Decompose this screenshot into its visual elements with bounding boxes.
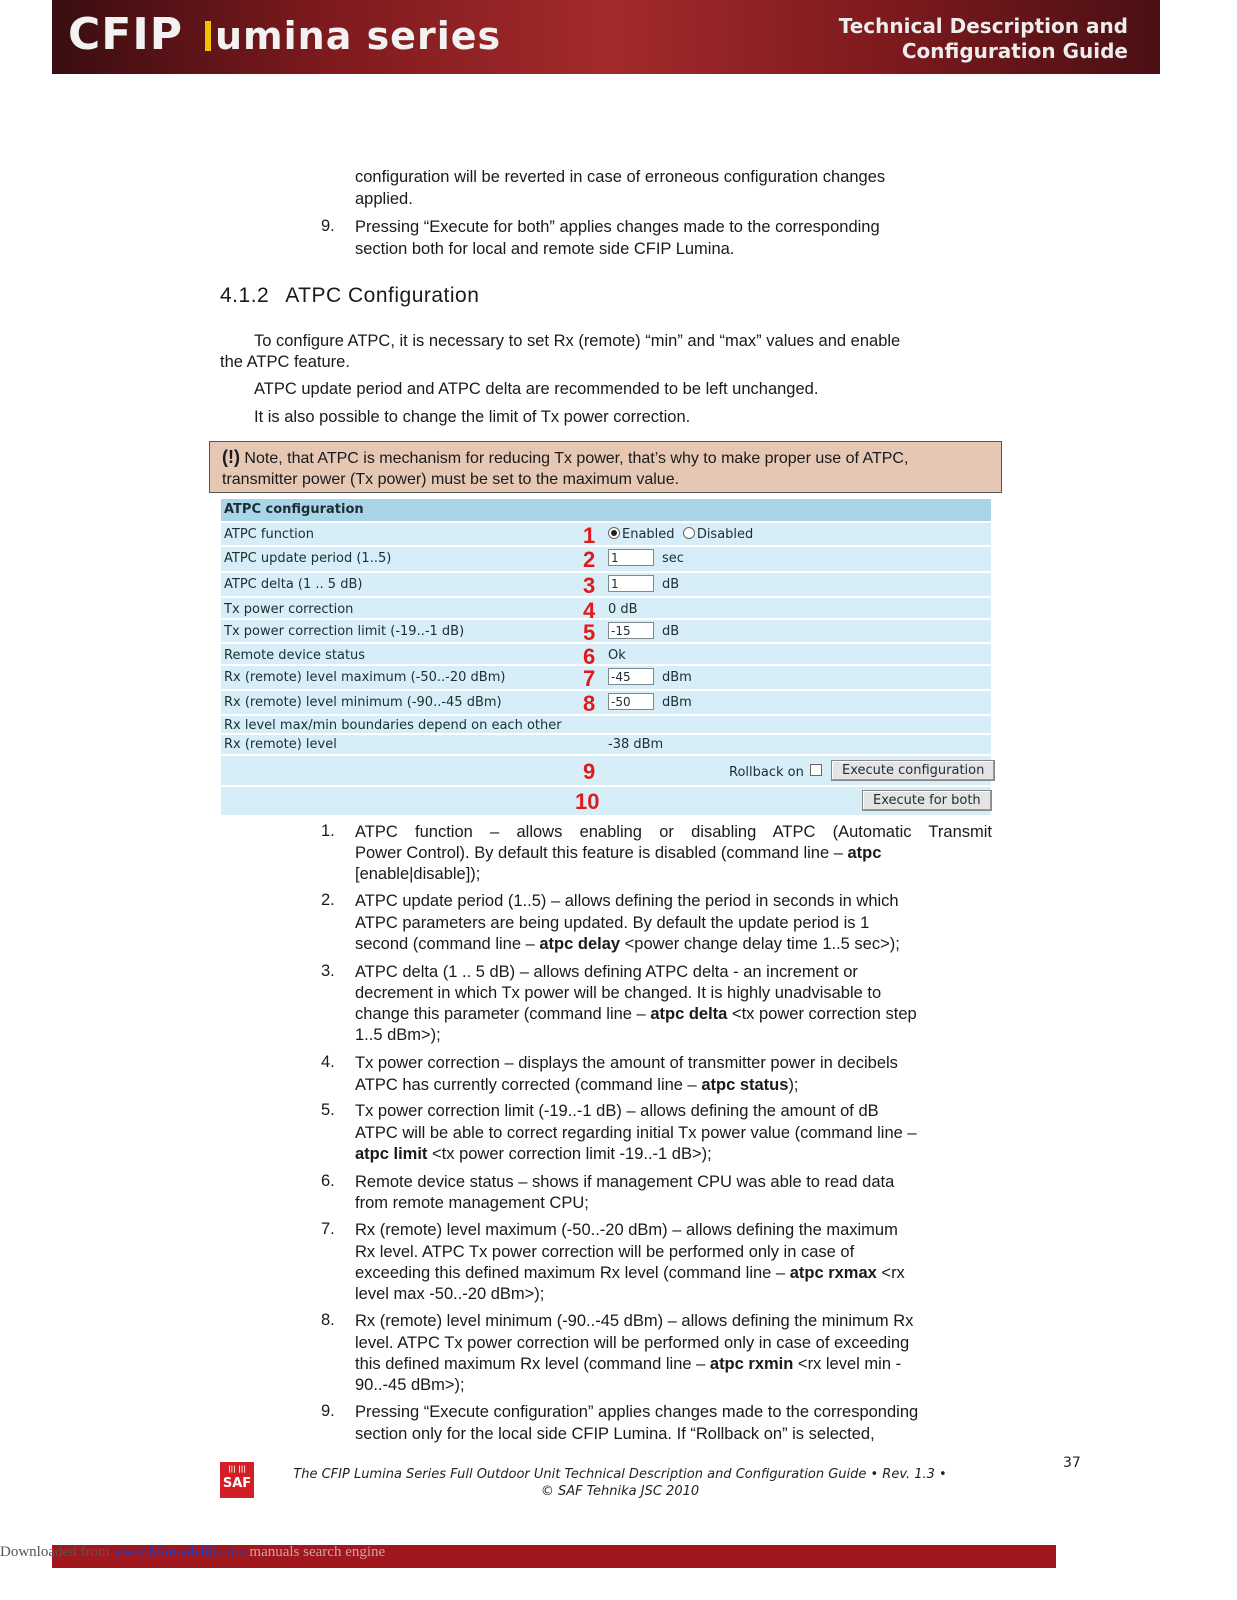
execute-configuration-button[interactable]: Execute configuration [831,760,995,781]
label-rx-remote-level: Rx (remote) level [224,737,337,752]
list-item-3-cmd: atpc delta [650,1005,728,1023]
rx-level-max-input[interactable]: -45 [608,668,654,685]
header-banner [52,0,1160,74]
para1-line1: To configure ATPC, it is necessary to set Rx (remote) “min” and “max” values and enable [254,332,901,350]
rx-remote-level-value: -38 dBm [608,737,664,752]
list-item-1-line2 [355,843,992,865]
marker-7: 7 [583,666,596,691]
list-item-8-line1: Rx (remote) level minimum (-90..-45 dBm) – allows defining the minimum Rx [355,1312,914,1330]
label-tx-correction-limit: Tx power correction limit (-19..-1 dB) [224,624,465,639]
list-item-5-text3: <tx power correction limit -19..-1 dB>); [427,1145,712,1163]
label-update-period: ATPC update period (1..5) [224,551,392,566]
list-item-2-line1: ATPC update period (1..5) – allows defining the period in seconds in which [355,892,899,910]
list-item-5-line3 [355,1144,712,1166]
list-item-4-cmd: atpc status [701,1076,789,1094]
row-rx-level-max [221,664,991,689]
intro-line1: configuration will be reverted in case of erroneous configuration changes [355,168,886,186]
intro-item9-line1: Pressing “Execute for both” applies changes made to the corresponding [355,218,880,236]
list-item-7-line1: Rx (remote) level maximum (-50..-20 dBm) – allows defining the maximum [355,1221,898,1239]
list-item-1-line1: ATPC function – allows enabling or disabling ATPC (Automatic Transmit [355,823,992,841]
footer-text [260,1466,980,1500]
list-item-8-text3: this defined maximum Rx level (command line – [355,1355,710,1373]
list-item-4-text2b: ); [788,1076,799,1094]
intro-item9-line2: section both for local and remote side CFIP Lumina. [355,240,735,258]
list-item-7-line2: Rx level. ATPC Tx power correction will be performed only in case of [355,1243,855,1261]
tx-correction-limit-input[interactable]: -15 [608,622,654,639]
list-item-2-cmd: atpc delay [539,935,621,953]
list-item-3-text3: change this parameter (command line – [355,1005,651,1023]
marker-9: 9 [583,759,596,784]
list-item-3-text3b: <tx power correction step [727,1005,917,1023]
rollback-checkbox[interactable] [810,764,822,776]
update-period-input[interactable]: 1 [608,549,654,566]
list-item-2-text3b: <power change delay time 1..5 sec>); [620,935,900,953]
list-item-4-line1: Tx power correction – displays the amount of transmitter power in decibels [355,1054,898,1072]
row-execute-configuration [221,754,991,785]
marker-5: 5 [583,620,596,645]
rx-level-min-input[interactable]: -50 [608,693,654,710]
section-number: 4.1.2 [220,284,270,307]
marker-2: 2 [583,547,596,572]
list-item-4-number: 4. [321,1053,335,1071]
atpc-function-radios [608,527,753,542]
list-item-8-line3 [355,1354,901,1376]
marker-10: 10 [575,789,600,814]
row-atpc-function [221,521,991,548]
list-item-9-number: 9. [321,1402,335,1420]
rx-level-min-unit: dBm [662,695,692,710]
list-item-3-line2: decrement in which Tx power will be changed. It is highly unadvisable to [355,984,882,1002]
marker-6: 6 [583,644,596,669]
row-update-period [221,545,991,571]
list-item-5-line2: ATPC will be able to correct regarding initial Tx power value (command line – [355,1124,917,1142]
list-item-9-line1: Pressing “Execute configuration” applies changes made to the corresponding [355,1403,919,1421]
list-item-3-line1: ATPC delta (1 .. 5 dB) – allows defining ATPC delta - an increment or [355,963,858,981]
marker-4: 4 [583,598,596,623]
atpc-delta-input[interactable]: 1 [608,575,654,592]
brand-logo [68,9,501,60]
list-item-8-number: 8. [321,1311,335,1329]
page-number: 37 [1063,1455,1081,1471]
radio-disabled-label[interactable]: Disabled [696,527,754,542]
list-item-7-text3b: <rx [876,1264,905,1282]
list-item-2-number: 2. [321,891,335,909]
row-execute-both [221,785,991,815]
manualslib-link[interactable]: www.Manualslib.com [113,1544,246,1560]
atpc-delta-unit: dB [662,577,680,592]
intro-item9-number: 9. [321,217,335,235]
rollback-label: Rollback on [729,765,804,780]
list-item-5-number: 5. [321,1101,335,1119]
row-tx-power-correction [221,596,991,623]
watermark-suffix: manuals search engine [245,1544,386,1560]
label-atpc-function: ATPC function [224,527,314,542]
footer-line2: © SAF Tehnika JSC 2010 [540,1484,700,1499]
label-rx-level-max: Rx (remote) level maximum (-50..-20 dBm) [224,670,506,685]
list-item-9-line2: section only for the local side CFIP Lumina. If “Rollback on” is selected, [355,1425,875,1443]
row-remote-device-status [221,642,991,669]
tx-power-correction-value: 0 dB [608,602,638,617]
list-item-5-line1: Tx power correction limit (-19..-1 dB) – allows defining the amount of dB [355,1102,879,1120]
guide-title-line2: Configuration Guide [901,39,1128,63]
label-rx-level-min: Rx (remote) level minimum (-90..-45 dBm) [224,695,502,710]
watermark-prefix: Downloaded from [0,1544,114,1560]
list-item-7-text3: exceeding this defined maximum Rx level (command line – [355,1264,790,1282]
marker-3: 3 [583,573,596,598]
list-item-1-cmd: atpc [847,844,882,862]
list-item-4-text2: ATPC has currently corrected (command line – [355,1076,702,1094]
list-item-2-line2: ATPC parameters are being updated. By default the update period is 1 [355,914,870,932]
label-remote-device-status: Remote device status [224,648,366,663]
brand-series: umina series [214,14,502,58]
list-item-7-line4: level max -50..-20 dBm>); [355,1285,545,1303]
rx-level-max-unit: dBm [662,670,692,685]
update-period-unit: sec [662,551,684,566]
list-item-7-line3 [355,1263,905,1285]
radio-disabled[interactable] [683,527,695,539]
row-rx-level-min [221,689,991,714]
row-tx-correction-limit [221,618,991,645]
marker-8: 8 [583,691,596,716]
note-mark: (!) [222,447,240,467]
section-heading [220,284,479,308]
list-item-1-number: 1. [321,822,335,840]
row-boundaries-note [221,714,991,733]
note-line2: transmitter power (Tx power) must be set to the maximum value. [222,471,680,488]
para3: It is also possible to change the limit of Tx power correction. [254,408,691,426]
list-item-3-line3 [355,1004,917,1026]
download-watermark [0,1544,385,1561]
list-item-4-line2 [355,1075,799,1097]
execute-for-both-button[interactable]: Execute for both [862,790,992,811]
atpc-config-title: ATPC configuration [221,499,991,521]
intro-line2: applied. [355,190,413,208]
label-tx-power-correction: Tx power correction [224,602,354,617]
row-rx-remote-level [221,733,991,754]
section-title: ATPC Configuration [285,284,480,307]
list-item-2-text3: second (command line – [355,935,540,953]
guide-title [839,14,1128,64]
list-item-6-line2: from remote management CPU; [355,1194,589,1212]
note-text1: Note, that ATPC is mechanism for reducing Tx power, that’s why to make proper use of ATPC, [239,450,909,467]
list-item-7-cmd: atpc rxmax [789,1264,877,1282]
brand-main: CFIP [68,9,183,60]
note-box [209,441,1002,493]
rollback-control [729,764,822,780]
saf-logo: ||| ||| SAF [220,1462,254,1498]
guide-title-line1: Technical Description and [838,14,1128,38]
remote-device-status-value: Ok [608,648,626,663]
footer-line1: The CFIP Lumina Series Full Outdoor Unit Technical Description and Configuration Guide • Rev. 1.3 • [293,1467,947,1482]
list-item-6-line1: Remote device status – shows if management CPU was able to read data [355,1173,895,1191]
atpc-config-panel [221,499,991,815]
marker-1: 1 [583,523,596,548]
label-boundaries-note: Rx level max/min boundaries depend on each other [224,718,562,733]
para2: ATPC update period and ATPC delta are recommended to be left unchanged. [254,380,819,398]
list-item-8-text3b: <rx level min - [793,1355,902,1373]
radio-enabled-label[interactable]: Enabled [622,527,675,542]
tx-correction-limit-unit: dB [662,624,680,639]
para1-line2: the ATPC feature. [220,353,350,371]
note-line1 [222,447,989,469]
radio-enabled[interactable] [608,527,620,539]
list-item-5-cmd: atpc limit [355,1145,428,1163]
row-atpc-delta [221,571,991,596]
list-item-1-line3: [enable|disable]); [355,865,481,883]
list-item-3-number: 3. [321,962,335,980]
list-item-8-line2: level. ATPC Tx power correction will be performed only in case of exceeding [355,1334,910,1352]
list-item-2-line3 [355,934,900,956]
label-atpc-delta: ATPC delta (1 .. 5 dB) [224,577,363,592]
list-item-7-number: 7. [321,1220,335,1238]
brand-l-bar [205,21,211,51]
list-item-1-text2: Power Control). By default this feature is disabled (command line – [355,844,848,862]
list-item-8-cmd: atpc rxmin [709,1355,794,1373]
list-item-6-number: 6. [321,1172,335,1190]
list-item-8-line4: 90..-45 dBm>); [355,1376,465,1394]
list-item-3-line4: 1..5 dBm>); [355,1026,441,1044]
